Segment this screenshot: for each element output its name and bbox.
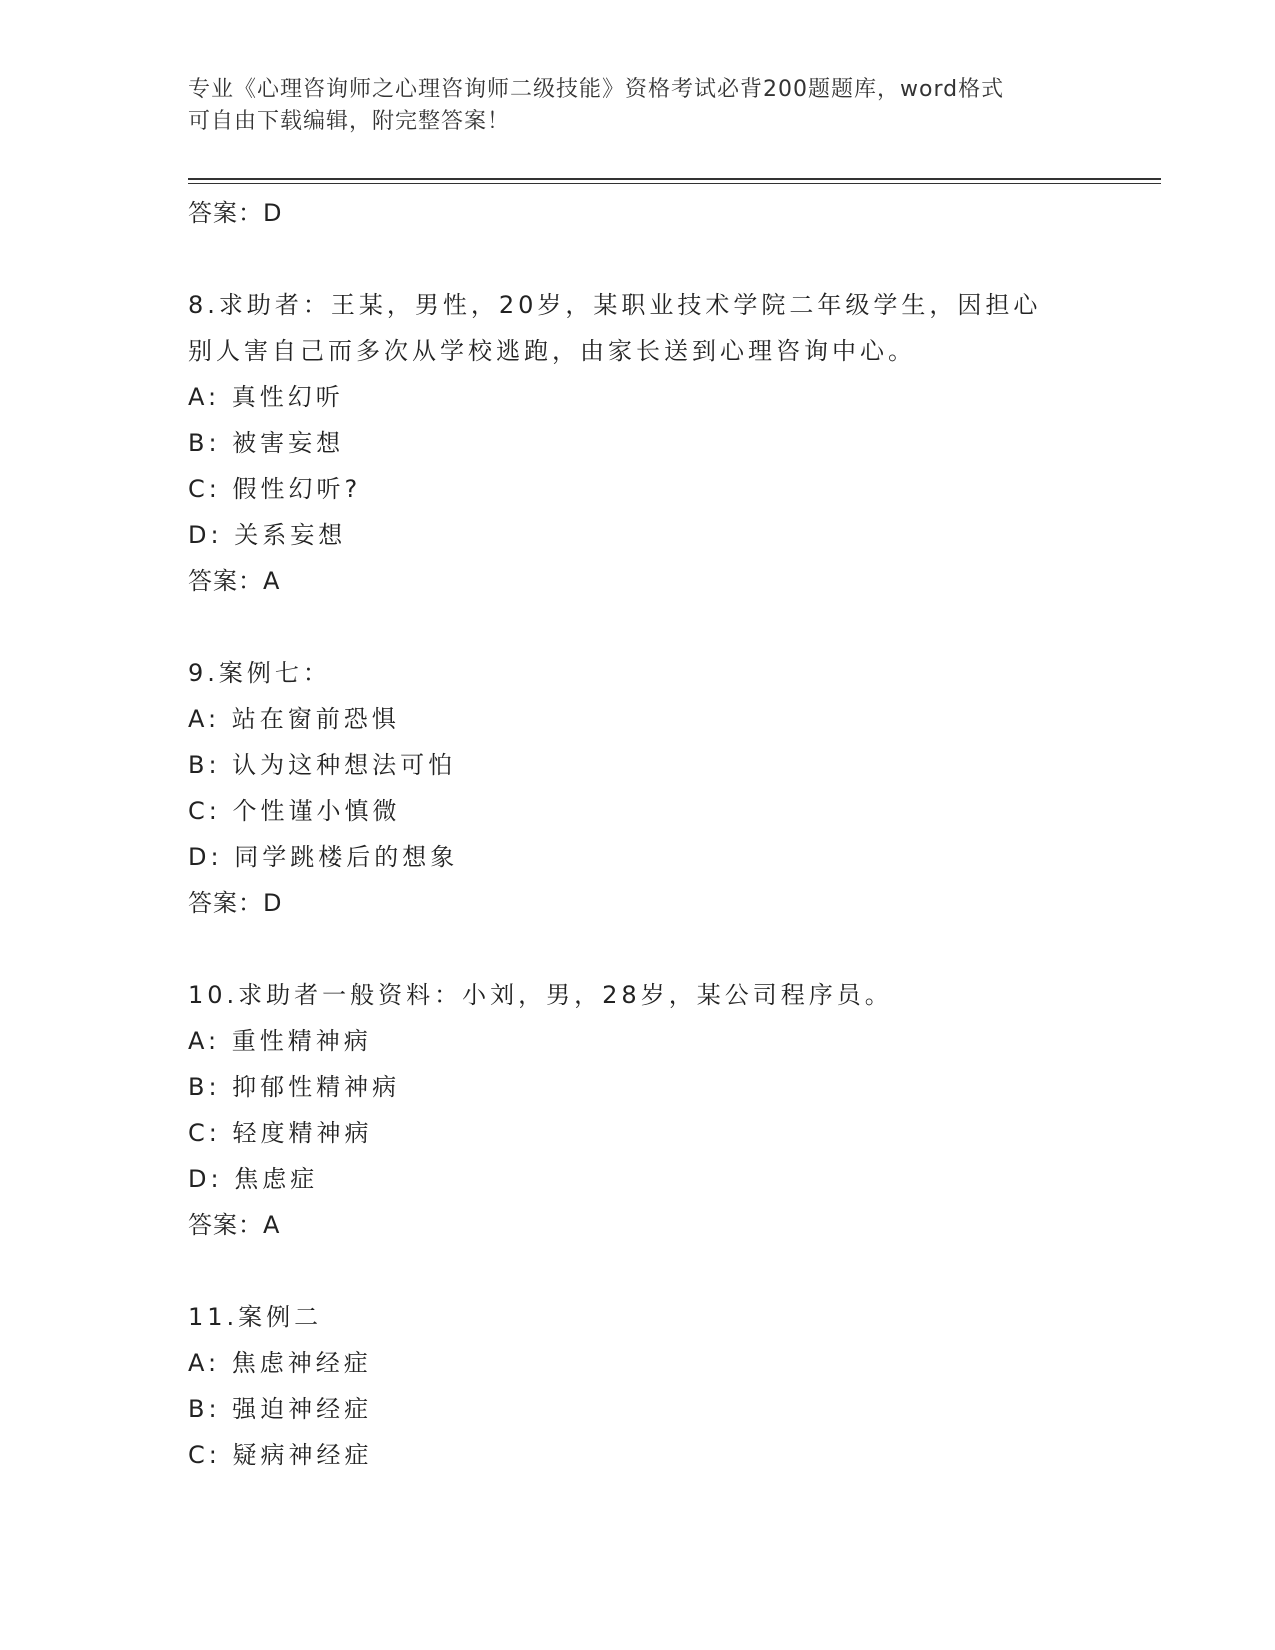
option-a: A: 焦虑神经症 [188, 1349, 372, 1377]
option-d: D: 关系妄想 [188, 521, 347, 549]
option-d: D: 同学跳楼后的想象 [188, 843, 459, 871]
option-b: B: 被害妄想 [188, 429, 345, 457]
header-rule-thin [188, 183, 1161, 184]
header-line-2: 可自由下载编辑，附完整答案！ [188, 109, 511, 134]
option-a: A: 真性幻听 [188, 383, 344, 411]
question-stem-continued: 别人害自己而多次从学校逃跑，由家长送到心理咨询中心。 [188, 337, 916, 365]
header-rule-thick [188, 178, 1161, 180]
option-b: B: 抑郁性精神病 [188, 1073, 401, 1101]
option-c: C: 个性谨小慎微 [188, 797, 401, 825]
option-c: C: 轻度精神病 [188, 1119, 373, 1147]
answer-line: 答案：D [188, 199, 283, 227]
question-stem: 9.案例七： [188, 659, 331, 687]
option-c: C: 疑病神经症 [188, 1441, 373, 1469]
document-header [188, 74, 1088, 138]
header-line-1: 专业《心理咨询师之心理咨询师二级技能》资格考试必背200题题库，word格式 [188, 77, 1005, 102]
answer-line: 答案：A [188, 1211, 281, 1239]
question-block [188, 282, 1088, 604]
question-stem: 10.求助者一般资料：小刘，男，28岁，某公司程序员。 [188, 981, 893, 1009]
option-a: A: 重性精神病 [188, 1027, 372, 1055]
option-a: A: 站在窗前恐惧 [188, 705, 400, 733]
question-block [188, 1294, 1088, 1478]
question-block [188, 972, 1088, 1248]
spacer [188, 604, 1088, 650]
spacer [188, 236, 1088, 282]
spacer [188, 1248, 1088, 1294]
question-stem: 8.求助者：王某，男性，20岁，某职业技术学院二年级学生，因担心 [188, 291, 1042, 319]
answer-line: 答案：A [188, 567, 281, 595]
answer-line: 答案：D [188, 889, 283, 917]
document-body [188, 190, 1088, 1478]
question-stem: 11.案例二 [188, 1303, 323, 1331]
option-b: B: 认为这种想法可怕 [188, 751, 457, 779]
option-c: C: 假性幻听? [188, 475, 362, 503]
option-d: D: 焦虑症 [188, 1165, 319, 1193]
question-block [188, 650, 1088, 926]
option-b: B: 强迫神经症 [188, 1395, 373, 1423]
spacer [188, 926, 1088, 972]
